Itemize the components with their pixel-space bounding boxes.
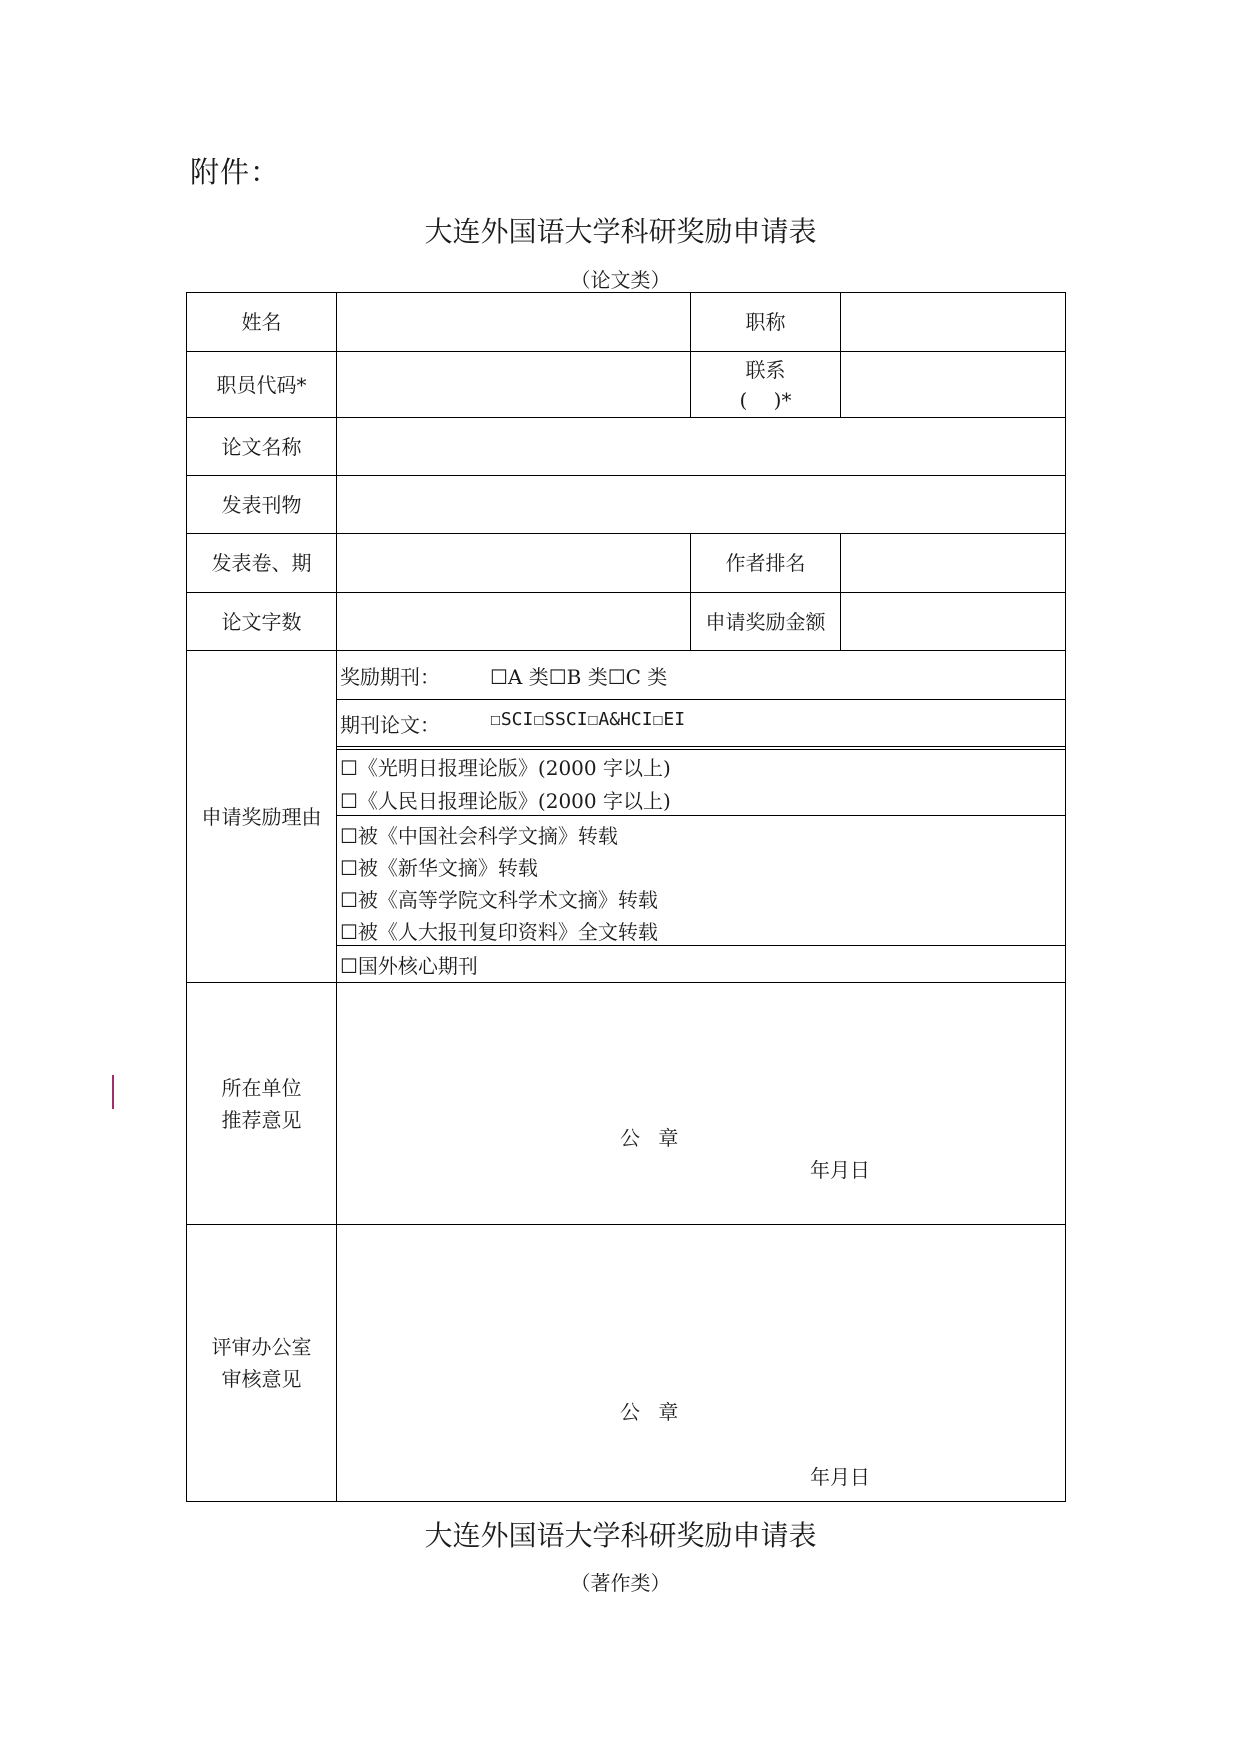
volume-issue-field[interactable] [337,534,690,592]
name-label: 姓名 [241,310,282,334]
reason-label: 申请奖励理由 [201,804,322,829]
paper-title-label: 论文名称 [221,434,302,459]
journal-label: 发表刊物 [221,492,302,517]
amount-field[interactable] [841,593,1065,650]
contact-label-line1: 联系 [745,357,786,382]
newspaper-option-guangming[interactable]: ☐《光明日报理论版》(2000 字以上) [340,756,671,780]
volume-issue-label: 发表卷、期 [211,551,312,575]
unit-opinion-label [187,983,336,1224]
unit-date: 年月日 [810,1158,870,1182]
paper-title-field[interactable] [337,418,1065,475]
author-rank-field[interactable] [841,534,1065,592]
reward-journal-label: 奖励期刊： [340,665,440,689]
unit-opinion-label-line1: 所在单位 [221,1075,302,1100]
attachment-label: 附件： [190,155,281,189]
unit-opinion-label-line2: 推荐意见 [221,1107,302,1132]
newspaper-option-renmin[interactable]: ☐《人民日报理论版》(2000 字以上) [340,789,671,813]
reprint-option-renda[interactable]: ☐被《人大报刊复印资料》全文转载 [340,920,658,944]
unit-opinion-field[interactable] [337,983,1065,1224]
contact-field[interactable] [841,352,1065,417]
name-field[interactable] [337,293,690,351]
reward-journal-options[interactable]: ☐A 类☐B 类☐C 类 [490,665,668,689]
journal-field[interactable] [337,476,1065,533]
foreign-core-journal-option[interactable]: ☐国外核心期刊 [340,954,478,978]
reprint-option-social-science[interactable]: ☐被《中国社会科学文摘》转载 [340,824,618,848]
job-title-field[interactable] [841,293,1065,351]
amount-label: 申请奖励金额 [705,609,826,634]
reprint-option-xinhua[interactable]: ☐被《新华文摘》转载 [340,856,538,880]
margin-mark [112,1075,114,1109]
author-rank-label: 作者排名 [725,551,806,575]
contact-label-line2: ( )* [739,387,792,412]
next-form-subtitle: （著作类） [570,1571,671,1595]
word-count-field[interactable] [337,593,690,650]
review-opinion-label-line1: 评审办公室 [211,1335,312,1359]
contact-label [691,352,840,417]
staff-code-label: 职员代码* [216,372,307,397]
review-seal: 公 章 [620,1400,685,1424]
journal-paper-options[interactable]: ☐SCI☐SSCI☐A&HCI☐EI [490,709,686,730]
job-title-label: 职称 [745,310,786,334]
form-title: 大连外国语大学科研奖励申请表 [424,215,817,248]
review-date: 年月日 [810,1465,870,1489]
next-form-title: 大连外国语大学科研奖励申请表 [424,1519,817,1552]
review-opinion-label [187,1225,336,1501]
review-opinion-field[interactable] [337,1225,1065,1501]
review-opinion-label-line2: 审核意见 [221,1367,302,1391]
journal-paper-label: 期刊论文： [340,713,440,737]
form-subtitle: （论文类） [570,268,671,292]
word-count-label: 论文字数 [221,609,302,634]
staff-code-field[interactable] [337,352,690,417]
unit-seal: 公 章 [620,1126,685,1150]
reprint-option-higher-ed[interactable]: ☐被《高等学院文科学术文摘》转载 [340,888,658,912]
